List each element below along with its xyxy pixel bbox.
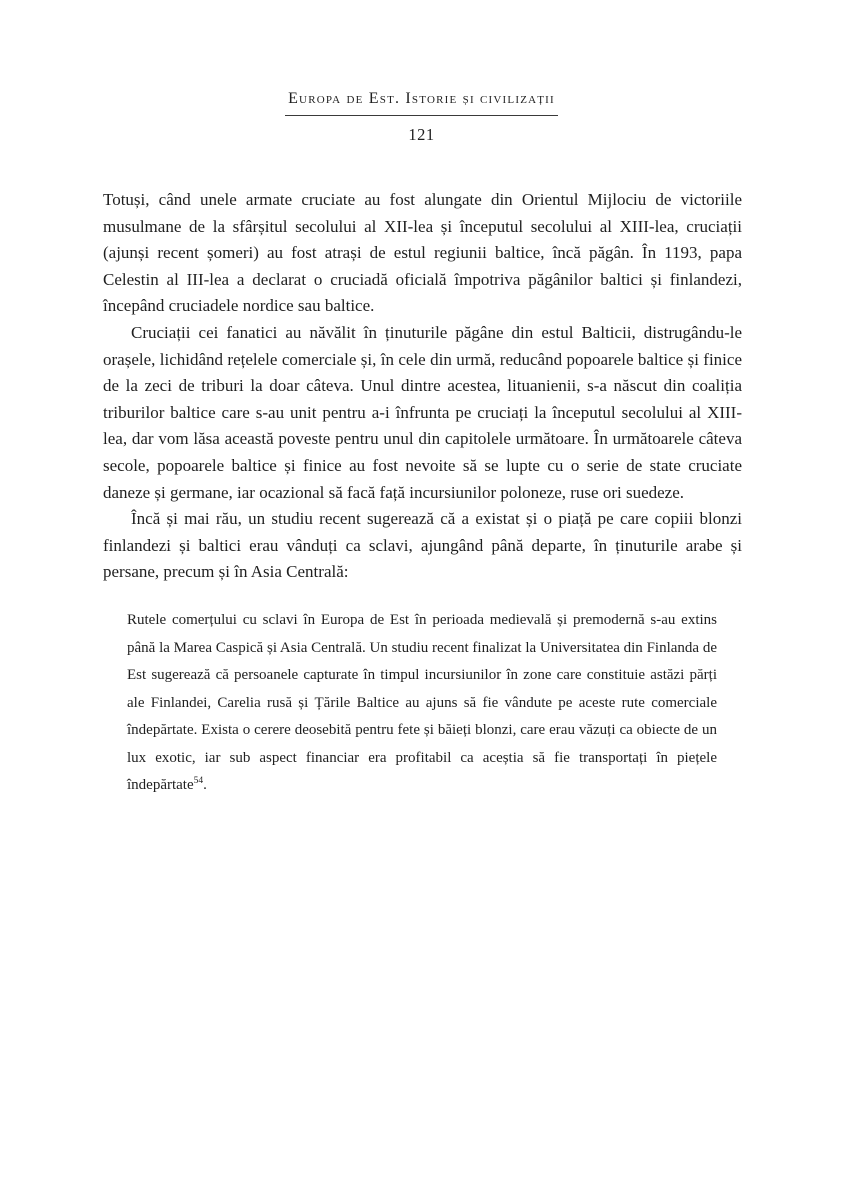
paragraph-2: Cruciații cei fanatici au năvălit în ținuturile păgâne din estul Balticii, distrugându-le orașele, lichidând rețelele comerciale și, în cele din urmă, reducând popoarele baltice și finice de la zeci de triburi la doar câteva. Unul dintre acestea, lituanienii, s-a născut din coaliția triburilor baltice care s-au unit pentru a-i înfrunta pe cruciați la începutul secolului al XIII-lea, dar vom lăsa această poveste pentru unul din capitolele următoare. În următoarele câteva secole, popoarele baltice și finice au fost nevoite să se lupte cu o serie de state cruciate daneze și germane, iar ocazional să facă față incursiunilor poloneze, ruse ori suedeze. — [103, 322, 742, 502]
paragraph-1: Totuși, când unele armate cruciate au fost alungate din Orientul Mijlociu de victoriile musulmane de la sfârșitul secolului al XII-lea și începutul secolului al XIII-lea, cruciații (ajunși recent șomeri) au fost atrași de estul regiunii baltice, încă păgân. În 1193, papa Celestin al III-lea a declarat o cruciadă oficială împotriva păgânilor baltici și finlandezi, începând cruciadele nordice sau baltice. — [103, 190, 742, 316]
page-number: 121 — [408, 125, 435, 144]
quote-text: Rutele comerțului cu sclavi în Europa de Est în perioada medievală și premodernă s-au extins până la Marea Caspică și Asia Centrală. Un studiu recent finalizat la Universitatea din Finlanda de Est sugerează că persoanele capturate în timpul incursiunilor în zone care constituie astăzi părți ale Finlandei, Carelia rusă și Țările Baltice au ajuns să fie vândute pe aceste rute comerciale îndepărtate. Exista o cerere deosebită pentru fete și băieți blonzi, care erau văzuți ca obiecte de un lux exotic, iar sub aspect financiar era profitabil ca aceștia să fie transportați în piețele îndepărtate — [127, 611, 717, 794]
body-text-block — [103, 187, 742, 800]
paragraph-3: Încă și mai rău, un studiu recent sugerează că a existat și o piață pe care copiii blonzi finlandezi și baltici erau vânduți ca sclavi, ajungând până departe, în ținuturile arabe și persane, precum și în Asia Centrală: — [103, 509, 742, 582]
running-header-title: Europa de Est. Istorie și civilizații — [285, 90, 558, 116]
quote-terminal-period: . — [203, 777, 207, 794]
footnote-reference: 54 — [193, 776, 204, 787]
block-quote — [127, 607, 717, 800]
page-header — [0, 90, 843, 145]
